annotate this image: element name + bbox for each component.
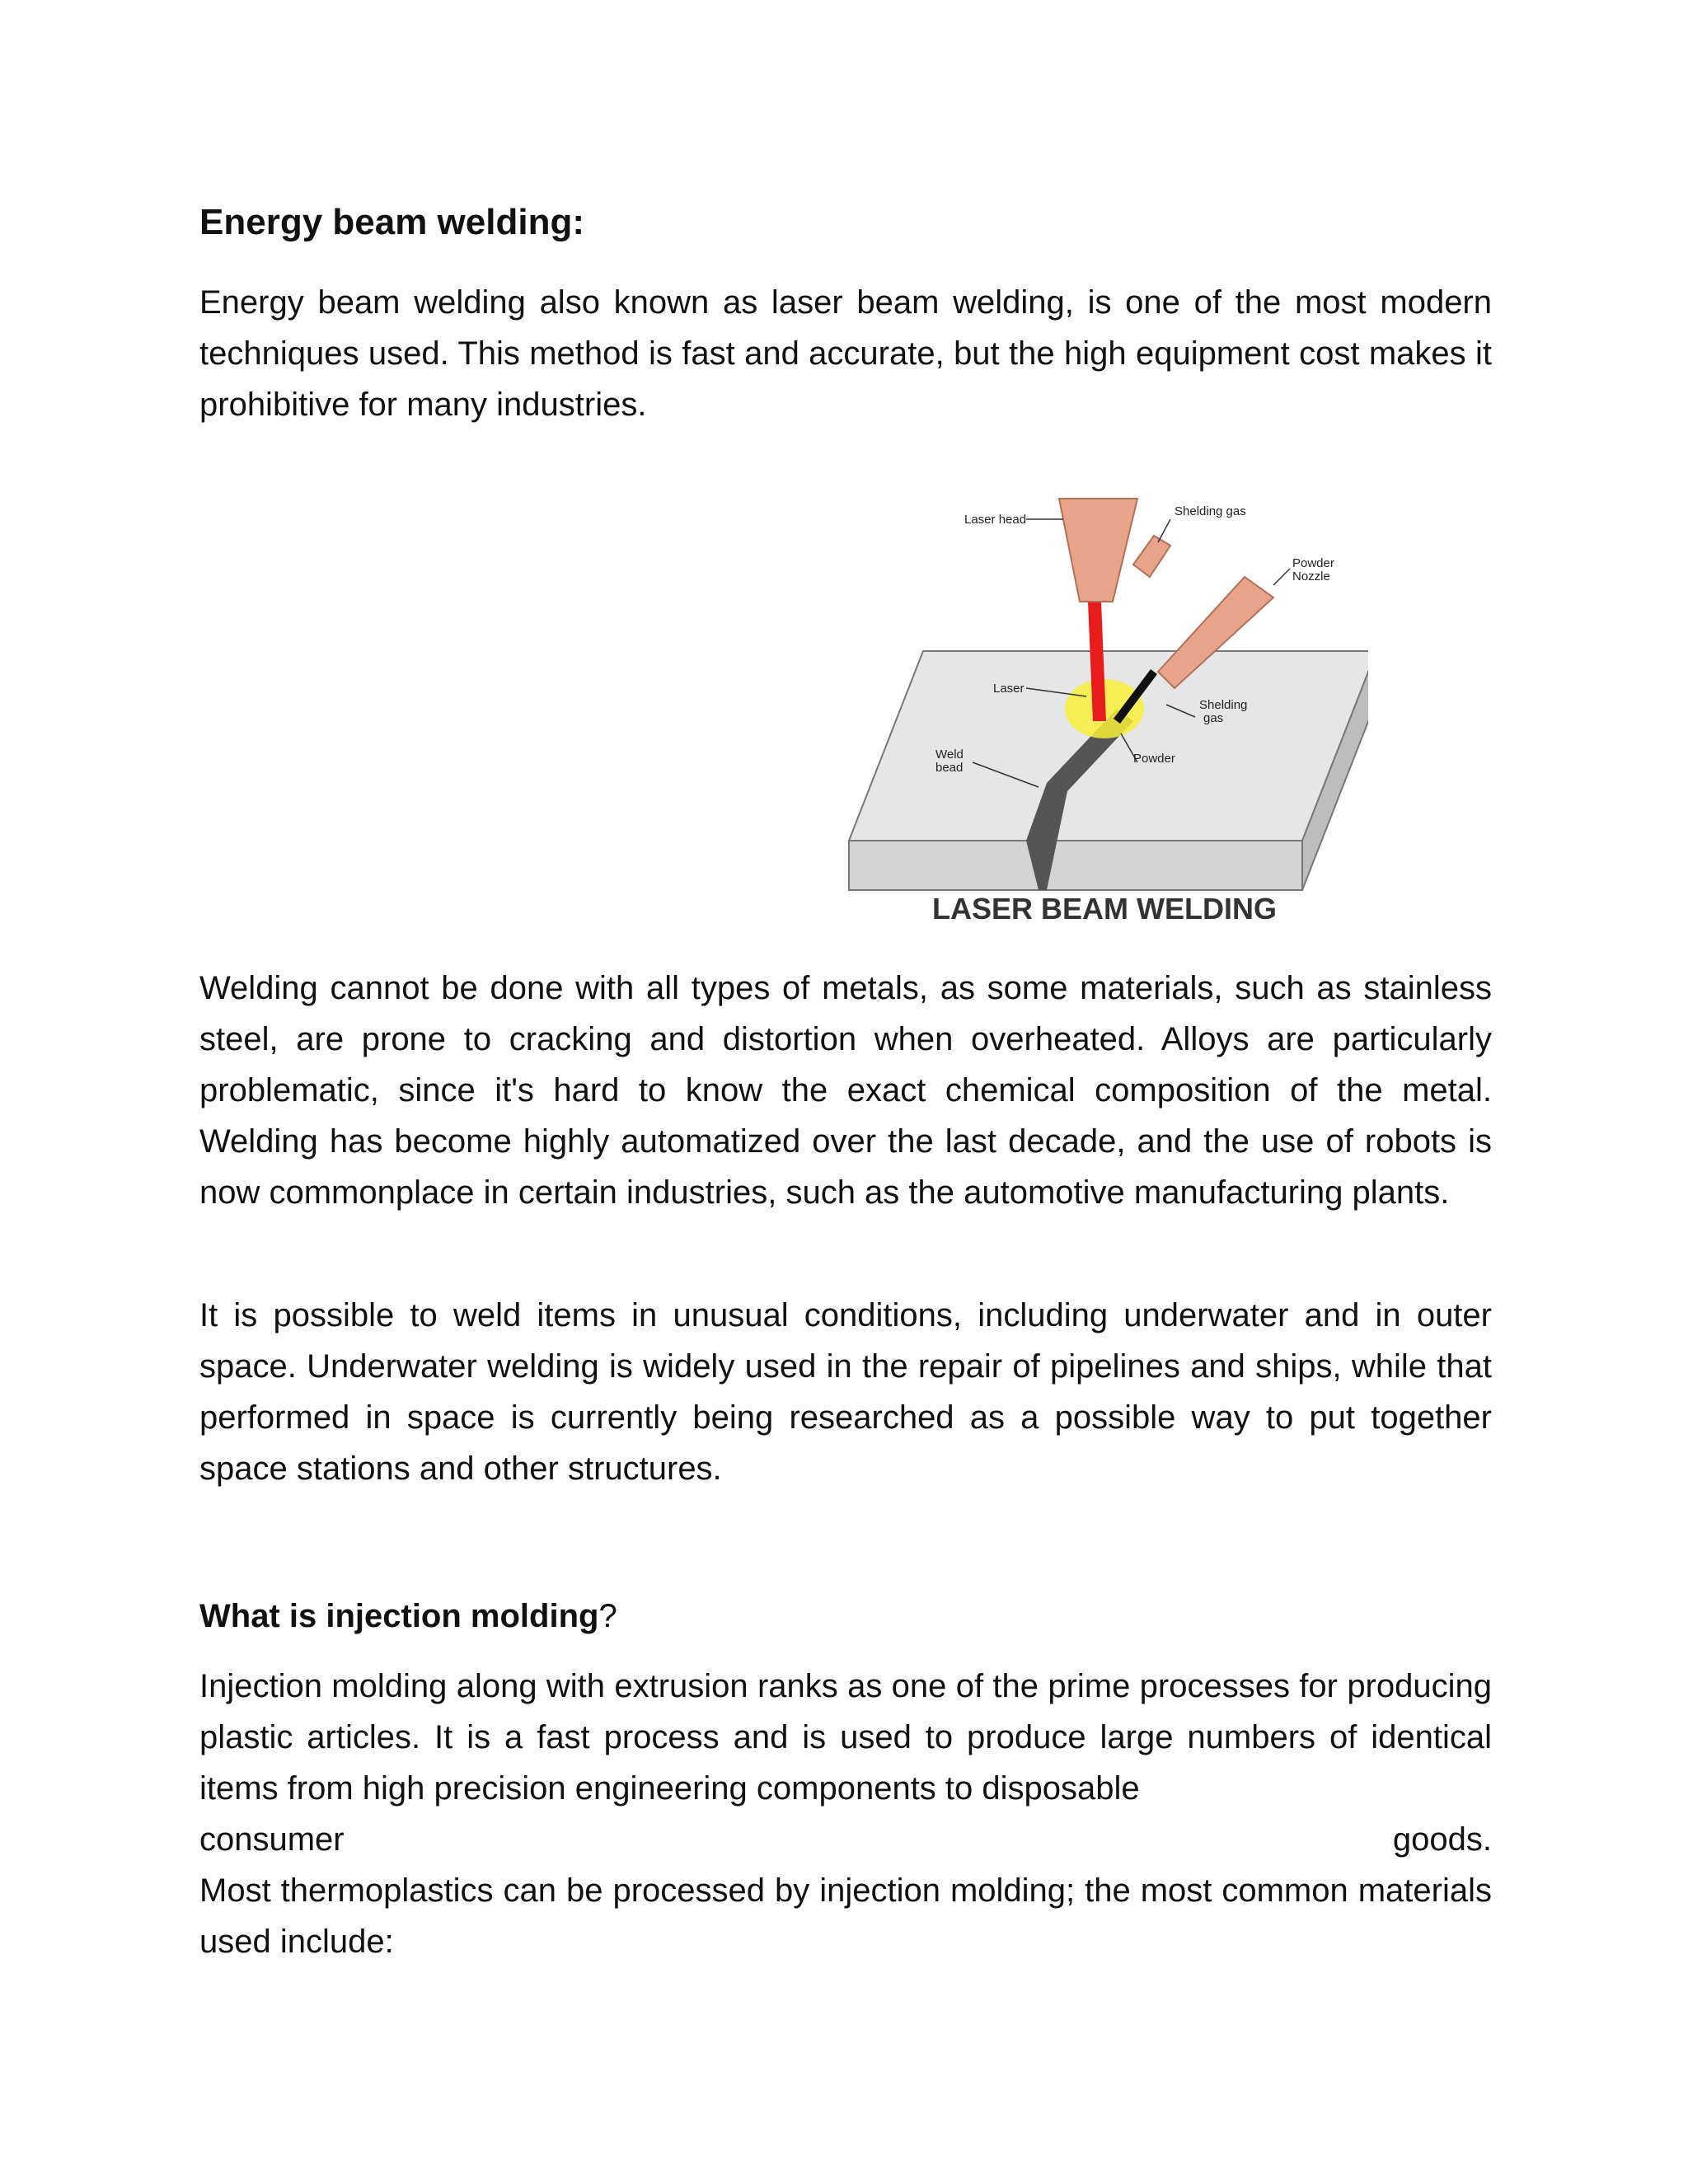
label-powder-nozzle-2: Nozzle bbox=[1292, 569, 1330, 583]
label-shielding-gas-side-2: gas bbox=[1203, 711, 1224, 725]
heading-injection-molding-suffix: ? bbox=[598, 1598, 617, 1634]
plate-front bbox=[849, 841, 1302, 890]
paragraph-welding-metals: Welding cannot be done with all types of metals, as some materials, such as stainless steel, are prone to cracking and distortion when overheated. Alloys are particularly problematic, since it's hard to know the exact chemical composition of the metal. Welding has become highly automatized over the last decade, and the use of robots is now commonplace in certain industries, such as the automotive manufacturing plants. bbox=[199, 970, 1492, 1211]
spread-left: consumer bbox=[199, 1821, 345, 1858]
label-powder: Powder bbox=[1133, 752, 1175, 766]
paragraph-energy-beam-intro: Energy beam welding also known as laser beam welding, is one of the most modern techniques used. This method is fast and accurate, but the high equipment cost makes it prohibitive for many industries. bbox=[199, 284, 1492, 423]
heading-energy-beam-welding: Energy beam welding: bbox=[199, 202, 584, 242]
label-laser-head: Laser head bbox=[964, 513, 1027, 527]
label-weld-bead-1: Weld bbox=[935, 748, 964, 762]
figure-caption: LASER BEAM WELDING bbox=[932, 892, 1277, 926]
heading-injection-molding bbox=[199, 1591, 1492, 1642]
label-laser: Laser bbox=[993, 682, 1025, 696]
spread-right: goods. bbox=[1392, 1821, 1492, 1858]
paragraph-unusual-conditions: It is possible to weld items in unusual conditions, including underwater and in outer space. Underwater welding is widely used in the repair of pipelines and ships, while that performed in space is currently being researched as a possible way to put together space stations and other structures. bbox=[199, 1297, 1492, 1487]
paragraph-injection-molding bbox=[199, 1661, 1492, 1967]
label-shielding-gas-side-1: Shelding bbox=[1199, 698, 1248, 712]
laser-beam-welding-diagram bbox=[841, 486, 1368, 931]
label-weld-bead-2: bead bbox=[935, 761, 964, 775]
laser-head bbox=[1059, 499, 1137, 602]
label-powder-nozzle-1: Powder bbox=[1292, 556, 1334, 570]
injection-paragraph-spread-line bbox=[199, 1814, 1492, 1865]
heading-injection-molding-text: What is injection molding bbox=[199, 1598, 599, 1634]
shielding-gas-nozzle bbox=[1133, 536, 1170, 577]
injection-paragraph-tail: Most thermoplastics can be processed by injection molding; the most common materials used include: bbox=[199, 1872, 1492, 1960]
injection-paragraph-main: Injection molding along with extrusion ranks as one of the prime processes for producing plastic articles. It is a fast process and is used to produce large numbers of identical items from high precision engineering components to disposable bbox=[199, 1668, 1492, 1807]
label-shielding-gas-top: Shelding gas bbox=[1175, 504, 1246, 518]
